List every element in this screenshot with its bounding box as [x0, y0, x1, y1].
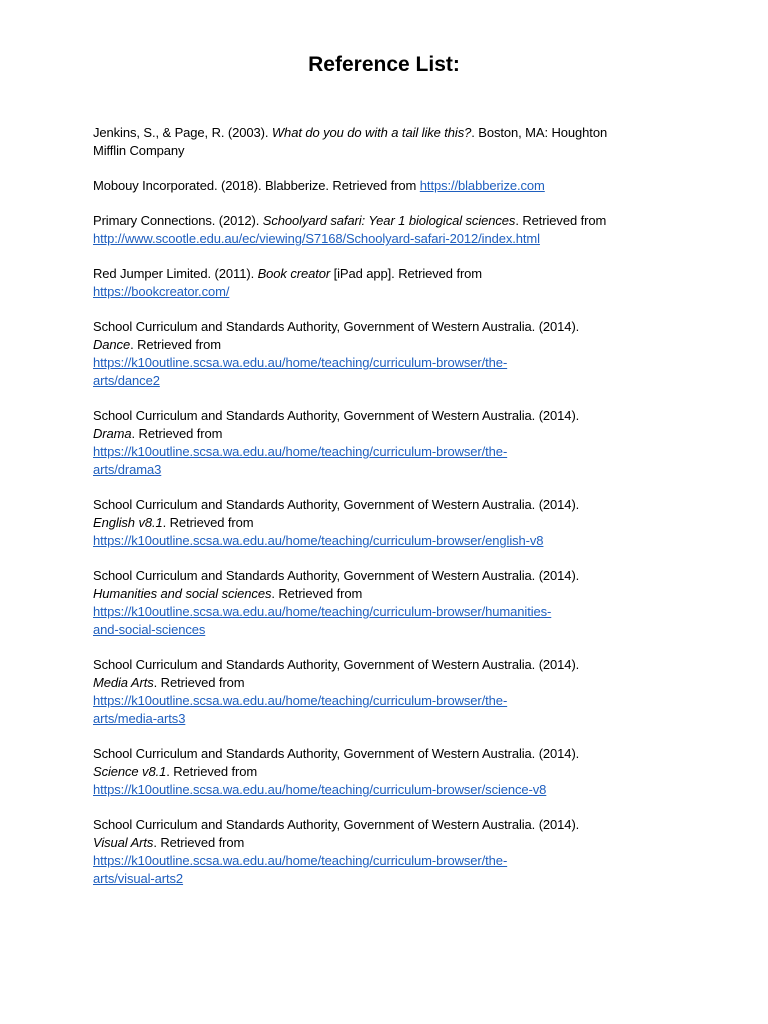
reference-text: . Retrieved from: [166, 764, 258, 779]
reference-entry: [93, 656, 683, 728]
reference-entry: [93, 318, 683, 390]
reference-text: . Retrieved from: [271, 586, 363, 601]
reference-line: [93, 124, 683, 142]
reference-line: [93, 816, 683, 834]
reference-title: What do you do with a tail like this?: [271, 125, 472, 140]
reference-line: [93, 372, 683, 390]
reference-title: Visual Arts: [93, 835, 154, 850]
reference-line: [93, 177, 683, 195]
reference-entry: [93, 496, 683, 550]
reference-line: [93, 425, 683, 443]
reference-title: English v8.1: [93, 515, 163, 530]
reference-text: School Curriculum and Standards Authority, Government of Western Australia. (2014).: [93, 746, 580, 761]
reference-text: School Curriculum and Standards Authority, Government of Western Australia. (2014).: [93, 817, 580, 832]
reference-link[interactable]: https://k10outline.scsa.wa.edu.au/home/teaching/curriculum-browser/the-: [93, 853, 508, 868]
reference-title: Science v8.1: [93, 764, 167, 779]
reference-text: . Retrieved from: [153, 675, 245, 690]
reference-line: [93, 692, 683, 710]
reference-title: Humanities and social sciences: [93, 586, 272, 601]
reference-line: [93, 781, 683, 799]
reference-text: School Curriculum and Standards Authority, Government of Western Australia. (2014).: [93, 408, 580, 423]
reference-text: . Retrieved from: [131, 426, 223, 441]
reference-title: Schoolyard safari: Year 1 biological sciences: [262, 213, 516, 228]
reference-entry: [93, 265, 683, 301]
reference-text: Primary Connections. (2012).: [93, 213, 263, 228]
reference-line: [93, 621, 683, 639]
reference-line: [93, 585, 683, 603]
reference-line: [93, 710, 683, 728]
reference-link[interactable]: https://blabberize.com: [419, 178, 545, 193]
reference-link[interactable]: https://k10outline.scsa.wa.edu.au/home/teaching/curriculum-browser/humanities-: [93, 604, 552, 619]
reference-link[interactable]: https://k10outline.scsa.wa.edu.au/home/teaching/curriculum-browser/science-v8: [93, 782, 547, 797]
reference-text: Jenkins, S., & Page, R. (2003).: [93, 125, 272, 140]
reference-entry: [93, 816, 683, 888]
reference-text: . Retrieved from: [153, 835, 245, 850]
reference-text: School Curriculum and Standards Authority, Government of Western Australia. (2014).: [93, 657, 580, 672]
reference-line: [93, 336, 683, 354]
reference-line: [93, 461, 683, 479]
reference-link[interactable]: https://k10outline.scsa.wa.edu.au/home/teaching/curriculum-browser/the-: [93, 693, 508, 708]
reference-line: [93, 745, 683, 763]
reference-title: Dance: [93, 337, 131, 352]
reference-entry: [93, 177, 683, 195]
reference-line: [93, 496, 683, 514]
reference-line: [93, 230, 683, 248]
reference-line: [93, 142, 683, 160]
reference-line: [93, 532, 683, 550]
reference-line: [93, 656, 683, 674]
reference-line: [93, 603, 683, 621]
reference-link[interactable]: https://k10outline.scsa.wa.edu.au/home/teaching/curriculum-browser/the-: [93, 444, 508, 459]
reference-link[interactable]: and-social-sciences: [93, 622, 206, 637]
reference-text: Mifflin Company: [93, 143, 185, 158]
reference-entry: [93, 567, 683, 639]
reference-title: Drama: [93, 426, 132, 441]
reference-link[interactable]: https://k10outline.scsa.wa.edu.au/home/teaching/curriculum-browser/english-v8: [93, 533, 544, 548]
reference-line: [93, 852, 683, 870]
reference-list: [93, 124, 683, 905]
reference-line: [93, 407, 683, 425]
reference-text: . Retrieved from: [515, 213, 607, 228]
reference-text: . Boston, MA: Houghton: [471, 125, 608, 140]
reference-line: [93, 567, 683, 585]
reference-link[interactable]: https://k10outline.scsa.wa.edu.au/home/teaching/curriculum-browser/the-: [93, 355, 508, 370]
reference-text: . Retrieved from: [162, 515, 254, 530]
reference-title: Media Arts: [93, 675, 154, 690]
reference-line: [93, 283, 683, 301]
reference-line: [93, 212, 683, 230]
reference-link[interactable]: arts/drama3: [93, 462, 162, 477]
reference-text: School Curriculum and Standards Authority, Government of Western Australia. (2014).: [93, 319, 580, 334]
reference-line: [93, 674, 683, 692]
reference-line: [93, 870, 683, 888]
reference-text: Mobouy Incorporated. (2018). Blabberize. Retrieved from: [93, 178, 420, 193]
reference-line: [93, 354, 683, 372]
reference-entry: [93, 745, 683, 799]
reference-line: [93, 318, 683, 336]
reference-link[interactable]: https://bookcreator.com/: [93, 284, 230, 299]
reference-link[interactable]: arts/media-arts3: [93, 711, 186, 726]
reference-link[interactable]: arts/dance2: [93, 373, 160, 388]
reference-link[interactable]: arts/visual-arts2: [93, 871, 184, 886]
reference-entry: [93, 124, 683, 160]
reference-text: [iPad app]. Retrieved from: [330, 266, 483, 281]
reference-line: [93, 514, 683, 532]
reference-line: [93, 265, 683, 283]
reference-title: Book creator: [257, 266, 331, 281]
reference-link[interactable]: http://www.scootle.edu.au/ec/viewing/S7168/Schoolyard-safari-2012/index.html: [93, 231, 540, 246]
reference-line: [93, 763, 683, 781]
reference-text: Red Jumper Limited. (2011).: [93, 266, 258, 281]
reference-line: [93, 443, 683, 461]
reference-text: School Curriculum and Standards Authority, Government of Western Australia. (2014).: [93, 568, 580, 583]
reference-text: . Retrieved from: [130, 337, 221, 352]
reference-entry: [93, 212, 683, 248]
reference-text: School Curriculum and Standards Authority, Government of Western Australia. (2014).: [93, 497, 580, 512]
reference-entry: [93, 407, 683, 479]
page-title: Reference List:: [308, 53, 460, 76]
reference-line: [93, 834, 683, 852]
